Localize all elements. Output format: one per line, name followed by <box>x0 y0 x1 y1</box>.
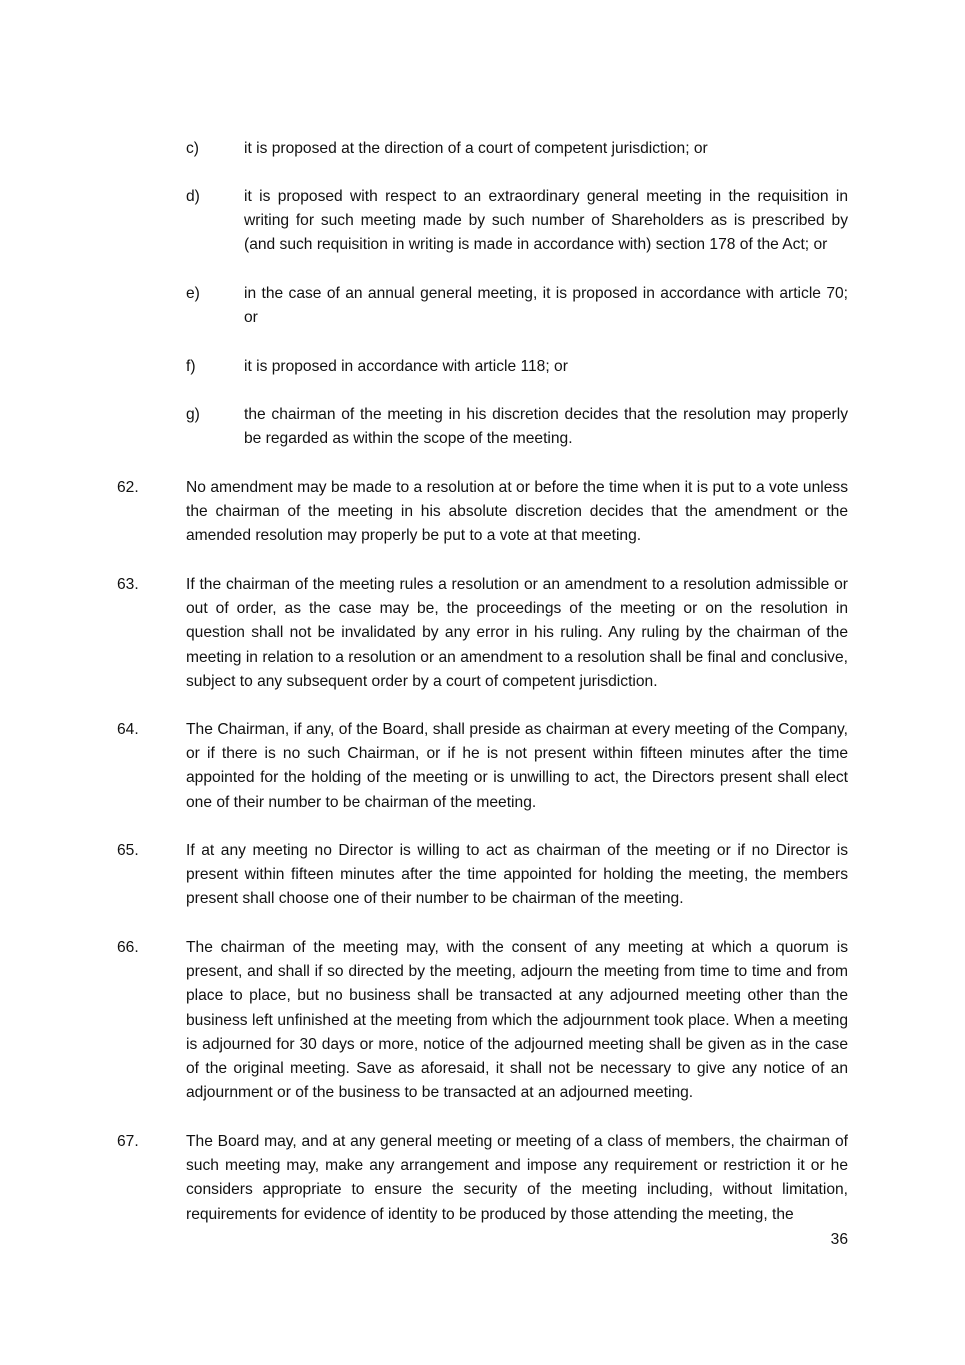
subclause-e <box>186 282 848 330</box>
article-text: The chairman of the meeting may, with the consent of any meeting at which a quorum is present, and shall if so directed by the meeting, adjourn the meeting from time to time and from place to place, but no business shall be transacted at any adjourned meeting other than the business left unfinished at the meeting from which the adjournment took place. When a meeting is adjourned for 30 days or more, notice of the adjourned meeting shall be given as in the case of the original meeting. Save as aforesaid, it shall not be necessary to give any notice of an adjournment or of the business to be transacted at an adjourned meeting. <box>186 939 848 1102</box>
article-64 <box>117 718 848 815</box>
article-number: 65. <box>117 842 139 859</box>
subclause-d <box>186 185 848 258</box>
subclause-c <box>186 137 848 161</box>
article-67 <box>117 1130 848 1227</box>
article-text: The Board may, and at any general meeting or meeting of a class of members, the chairman of such meeting may, make any arrangement and impose any requirement or restriction it or he considers appropriate to ensure the security of the meeting including, without limitation, requirements for evidence of identity to be produced by those attending the meeting, the <box>186 1133 848 1223</box>
subclause-label: d) <box>186 188 200 205</box>
page-number: 36 <box>830 1231 848 1248</box>
subclause-f <box>186 355 848 379</box>
subclause-g <box>186 403 848 451</box>
article-63 <box>117 573 848 694</box>
subclause-text: the chairman of the meeting in his discretion decides that the resolution may properly be regarded as within the scope of the meeting. <box>244 406 848 448</box>
subclause-text: it is proposed at the direction of a court of competent jurisdiction; or <box>244 140 708 157</box>
article-number: 67. <box>117 1133 139 1150</box>
article-65 <box>117 839 848 912</box>
article-62 <box>117 476 848 549</box>
subclause-label: e) <box>186 285 200 302</box>
subclause-text: in the case of an annual general meeting, it is proposed in accordance with article 70; or <box>244 285 848 327</box>
article-66 <box>117 936 848 1105</box>
subclause-text: it is proposed with respect to an extraordinary general meeting in the requisition in writing for such meeting made by such number of Shareholders as is prescribed by (and such requisition in writing is made in accordance with) section 178 of the Act; or <box>244 188 848 254</box>
article-number: 62. <box>117 479 139 496</box>
article-number: 66. <box>117 939 139 956</box>
subclause-label: f) <box>186 358 196 375</box>
article-text: No amendment may be made to a resolution at or before the time when it is put to a vote unless the chairman of the meeting in his absolute discretion decides that the amendment or the amended resolution may properly be put to a vote at that meeting. <box>186 479 848 545</box>
subclause-text: it is proposed in accordance with article 118; or <box>244 358 568 375</box>
article-number: 64. <box>117 721 139 738</box>
article-text: If at any meeting no Director is willing to act as chairman of the meeting or if no Director is present within fifteen minutes after the time appointed for holding the meeting, the members present shall choose one of their number to be chairman of the meeting. <box>186 842 848 908</box>
article-number: 63. <box>117 576 139 593</box>
article-text: The Chairman, if any, of the Board, shall preside as chairman at every meeting of the Company, or if there is no such Chairman, or if he is not present within fifteen minutes after the time appointed for the holding of the meeting or is unwilling to act, the Directors present shall elect one of their number to be chairman of the meeting. <box>186 721 848 811</box>
article-text: If the chairman of the meeting rules a resolution or an amendment to a resolution admissible or out of order, as the case may be, the proceedings of the meeting or on the resolution in question shall not be invalidated by any error in his ruling. Any ruling by the chairman of the meeting in relation to a resolution or an amendment to a resolution shall be final and conclusive, subject to any subsequent order by a court of competent jurisdiction. <box>186 576 848 690</box>
subclause-label: c) <box>186 140 199 157</box>
subclause-label: g) <box>186 406 200 423</box>
